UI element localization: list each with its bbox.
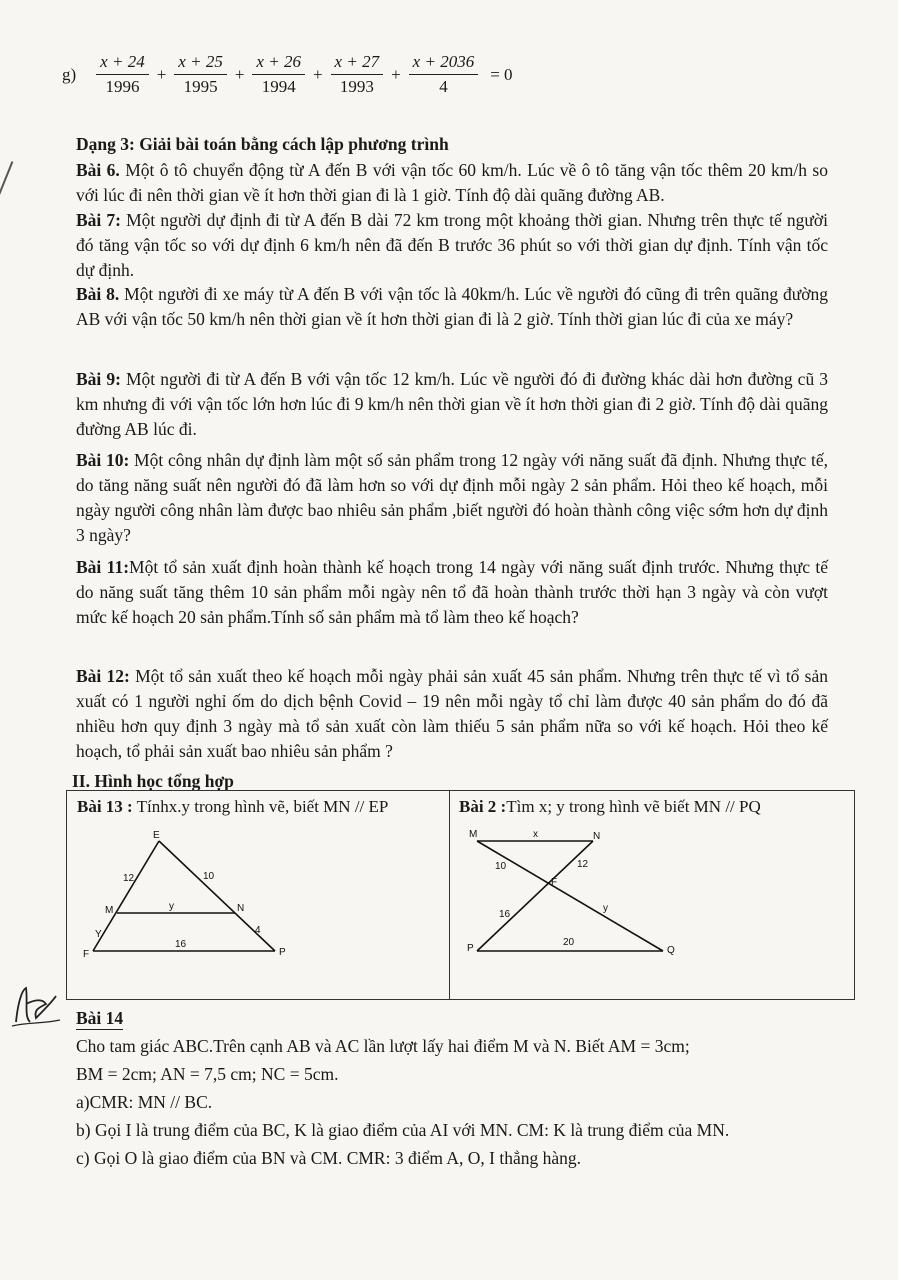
caption-text: Tínhx.y trong hình vẽ, biết MN // EP <box>132 797 389 816</box>
plus-sign: + <box>234 64 245 84</box>
point-label-n: N <box>593 831 601 842</box>
length-label-16: 16 <box>175 939 187 950</box>
length-label-y: y <box>169 901 174 912</box>
figure-caption-bai-13 <box>77 797 388 817</box>
point-label-q: Q <box>667 945 675 956</box>
length-label-12: 12 <box>123 873 135 884</box>
caption-text: Tìm x; y trong hình vẽ biết MN // PQ <box>506 797 761 816</box>
denominator: 1994 <box>261 77 296 96</box>
length-label-y-left: Y <box>95 929 102 940</box>
point-label-n: N <box>237 903 245 914</box>
length-label-20: 20 <box>563 937 575 948</box>
numerator: x + 26 <box>252 52 305 75</box>
problem-label: Bài 7: <box>76 210 121 230</box>
bai-14-title: Bài 14 <box>76 1008 124 1028</box>
crossing-figure-bai-2 <box>451 827 851 997</box>
problem-label: Bài 6. <box>76 160 120 180</box>
length-label-y: y <box>603 903 608 914</box>
figures-box <box>66 790 855 1000</box>
point-label-f: F <box>83 949 90 960</box>
problem-text: Một tổ sản xuất theo kế hoạch mỗi ngày phải sản xuất 45 sản phẩm. Nhưng trên thực tế vì tổ sản xuất có 1 người nghỉ ốm do dịch bệnh Covid – 19 nên mỗi ngày tổ chỉ làm được 40 sản phẩm do đó đã nhiều hơn quy định 3 ngày mà tổ sản xuất còn làm thiếu 5 sản phẩm nữa so với kế hoạch. Hỏi theo kế hoạch, tổ phải sản xuất bao nhiêu sản phẩm ? <box>76 666 828 761</box>
denominator: 1996 <box>105 77 140 96</box>
problem-bai-8 <box>76 282 828 332</box>
point-label-p: P <box>467 943 474 954</box>
figures-divider <box>449 791 450 999</box>
denominator: 4 <box>439 77 448 96</box>
length-label-16: 16 <box>499 909 511 920</box>
problem-label: Bài 9: <box>76 369 121 389</box>
plus-sign: + <box>156 64 167 84</box>
length-label-10: 10 <box>495 861 507 872</box>
length-label-x: x <box>533 829 538 840</box>
problem-bai-9 <box>76 367 828 442</box>
plus-sign: + <box>391 64 401 84</box>
equation-g <box>62 52 513 97</box>
problem-label: Bài 8. <box>76 284 120 304</box>
problem-text: Một tổ sản xuất định hoàn thành kế hoạch trong 14 ngày với năng suất định trước. Nhưng thực tế do năng suất tăng thêm 10 sản phẩm mỗi ngày nên tổ đã hoàn thành trước thời hạn 3 ngày và còn vượt mức kế hoạch 20 sản phẩm.Tính số sản phẩm mà tổ làm theo kế hoạch? <box>76 557 828 627</box>
caption-label: Bài 13 : <box>77 797 133 816</box>
fraction <box>174 52 227 97</box>
triangle-figure-bai-13 <box>67 827 449 997</box>
numerator: x + 27 <box>331 52 384 75</box>
length-label-10: 10 <box>203 871 215 882</box>
problem-text: Một người đi xe máy từ A đến B với vận tốc là 40km/h. Lúc về người đó cũng đi trên quãng đường AB với vận tốc 50 km/h nên thời gian về ít hơn thời gian đi là 2 giờ. Tính thời gian lúc đi của xe máy? <box>76 284 828 329</box>
length-label-12: 12 <box>577 859 589 870</box>
fraction <box>96 52 149 97</box>
problem-text: Một người dự định đi từ A đến B dài 72 km trong một khoảng thời gian. Nhưng trên thực tế người đó tăng vận tốc so với dự định 6 km/h nên đã đến B trước 36 phút so với thời gian dự định. Tính vận tốc dự định. <box>76 210 828 280</box>
equation-label: g) <box>62 64 77 84</box>
length-label-4: 4 <box>255 925 261 936</box>
numerator: x + 2036 <box>409 52 479 75</box>
problem-text: Một người đi từ A đến B với vận tốc 12 km/h. Lúc về người đó đi đường khác dài hơn đường cũ 3 km nhưng đi với vận tốc lớn hơn lúc đi 9 km/h nên thời gian về ít hơn thời gian đi 2 giờ. Tính độ dài quãng đường AB lúc đi. <box>76 369 828 439</box>
problem-bai-7 <box>76 208 828 283</box>
section-heading: Dạng 3: Giải bài toán bằng cách lập phương trình <box>76 134 449 154</box>
geometry-heading: II. Hình học tổng hợp <box>72 771 234 791</box>
denominator: 1995 <box>183 77 218 96</box>
bai-14-body <box>76 1032 828 1172</box>
fraction <box>252 52 305 97</box>
numerator: x + 24 <box>96 52 149 75</box>
problem-text: Một ô tô chuyển động từ A đến B với vận tốc 60 km/h. Lúc về ô tô tăng vận tốc thêm 20 km/h so với lúc đi nên thời gian về ít hơn thời gian đi là 1 giờ. Tính độ dài quãng đường AB. <box>76 160 828 205</box>
equation-rhs: = 0 <box>490 64 513 84</box>
segment-np <box>477 841 593 951</box>
point-label-m: M <box>469 829 478 840</box>
bai-14-line: c) Gọi O là giao điểm của BN và CM. CMR: 3 điểm A, O, I thẳng hàng. <box>76 1148 581 1168</box>
side-ef <box>93 841 159 951</box>
segment-mq <box>477 841 663 951</box>
problem-bai-12 <box>76 664 828 764</box>
problem-label: Bài 12: <box>76 666 130 686</box>
denominator: 1993 <box>339 77 374 96</box>
point-label-m: M <box>105 905 114 916</box>
handwritten-signature <box>8 982 68 1032</box>
problem-label: Bài 10: <box>76 450 130 470</box>
problem-bai-6 <box>76 158 828 208</box>
caption-label: Bài 2 : <box>459 797 507 816</box>
point-label-f: F <box>551 877 558 888</box>
bai-14-line: a)CMR: MN // BC. <box>76 1092 213 1112</box>
point-label-p: P <box>279 947 286 958</box>
point-label-e: E <box>153 830 160 841</box>
problem-bai-10 <box>76 448 828 548</box>
fraction <box>331 52 384 97</box>
problem-text: Một công nhân dự định làm một số sản phẩm trong 12 ngày với năng suất đã định. Nhưng thực tế, do tăng năng suất nên người đó đã làm hơn so với dự định mỗi ngày 2 sản phẩm. Hỏi theo kế hoạch, mỗi ngày người công nhân làm được bao nhiêu sản phẩm ,biết người đó hoàn thành công việc sớm hơn dự định 3 ngày? <box>76 450 828 545</box>
figure-caption-bai-2 <box>459 797 761 817</box>
plus-sign: + <box>312 64 323 84</box>
bai-14-line: BM = 2cm; AN = 7,5 cm; NC = 5cm. <box>76 1064 339 1084</box>
problem-bai-11 <box>76 555 828 630</box>
bai-14-line: Cho tam giác ABC.Trên cạnh AB và AC lần lượt lấy hai điểm M và N. Biết AM = 3cm; <box>76 1036 690 1056</box>
problem-label: Bài 11: <box>76 557 130 577</box>
margin-mark <box>0 161 13 199</box>
numerator: x + 25 <box>174 52 227 75</box>
fraction <box>409 52 479 97</box>
bai-14-line: b) Gọi I là trung điểm của BC, K là giao điểm của AI với MN. CM: K là trung điểm của MN. <box>76 1120 730 1140</box>
